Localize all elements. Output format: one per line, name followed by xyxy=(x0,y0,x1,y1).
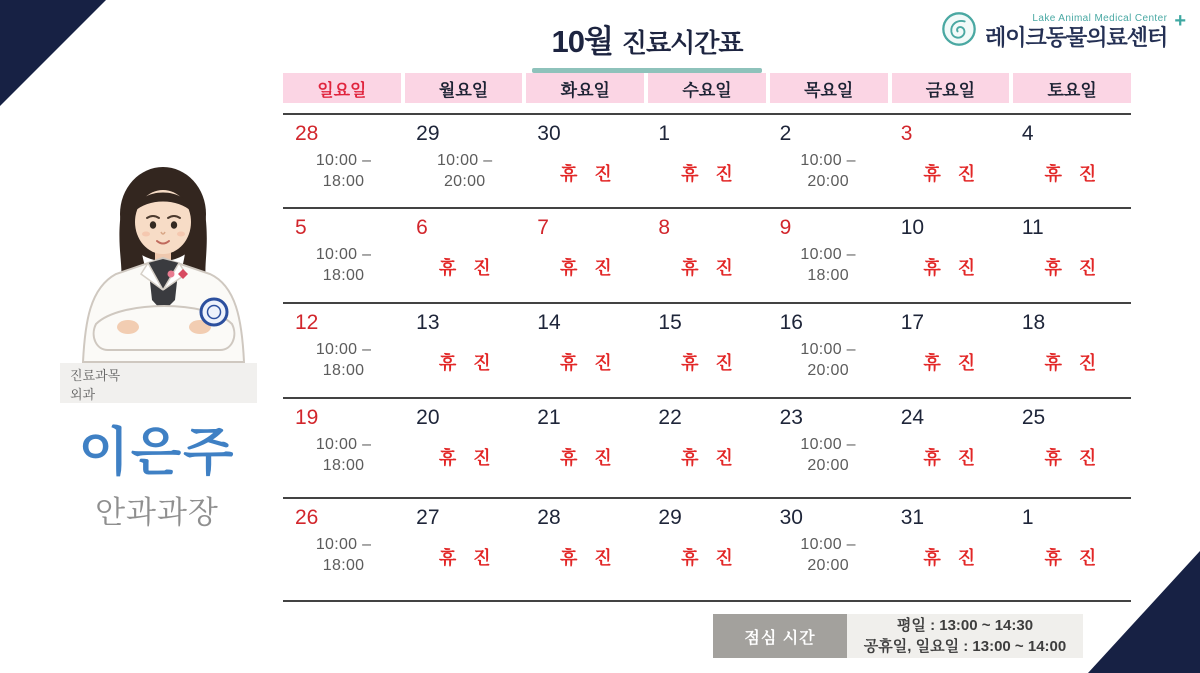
open-hours-line1: 10:00 – xyxy=(315,536,372,553)
closed-label: 휴 진 xyxy=(438,353,497,373)
closed-label: 휴 진 xyxy=(923,448,982,468)
doctor-name: 이은주 xyxy=(78,424,236,482)
closed-label: 휴 진 xyxy=(559,353,618,373)
open-hours xyxy=(283,244,404,286)
calendar-day-cell xyxy=(889,499,1010,600)
calendar-day-cell xyxy=(1010,115,1131,207)
date-number: 2 xyxy=(779,122,792,145)
calendar-week-row xyxy=(283,302,1131,397)
date-number: 25 xyxy=(1021,406,1046,429)
doctor-department-value: 외과 xyxy=(70,386,96,402)
calendar-day-cell xyxy=(646,115,767,207)
calendar-day-cell xyxy=(283,304,404,397)
calendar-day-cell xyxy=(646,209,767,302)
date-number: 13 xyxy=(416,311,440,334)
day-header-friday: 금요일 xyxy=(892,73,1010,103)
calendar-day-cell xyxy=(404,304,525,397)
open-hours-line1: 10:00 – xyxy=(315,341,372,358)
date-number: 3 xyxy=(900,122,913,145)
date-number: 11 xyxy=(1021,216,1044,239)
date-number: 26 xyxy=(295,506,319,529)
calendar-day-cell xyxy=(889,399,1010,497)
open-hours xyxy=(768,244,889,286)
doctor-position: 안과과장 xyxy=(95,495,219,530)
doctor-department-title: 진료과목 xyxy=(70,368,121,383)
open-hours xyxy=(283,339,404,381)
calendar-week-row xyxy=(283,397,1131,497)
closed-label: 휴 진 xyxy=(923,258,982,278)
day-header-tuesday: 화요일 xyxy=(526,73,644,103)
closed-label: 휴 진 xyxy=(1044,164,1103,184)
date-number: 30 xyxy=(537,122,561,145)
closed-label: 휴 진 xyxy=(559,548,618,568)
closed-label: 휴 진 xyxy=(923,164,982,184)
date-number: 21 xyxy=(537,406,561,429)
calendar-day-cell xyxy=(283,499,404,600)
day-header-thursday: 목요일 xyxy=(770,73,888,103)
calendar-day-cell xyxy=(525,209,646,302)
calendar-day-cell xyxy=(768,304,889,397)
title-month: 10월 xyxy=(551,24,613,59)
open-hours-line1: 10:00 – xyxy=(315,246,372,263)
lunch-time-weekday: 평일 : 13:00 ~ 14:30 xyxy=(896,617,1034,634)
date-number: 1 xyxy=(658,122,671,145)
lunch-time-holiday: 공휴일, 일요일 : 13:00 ~ 14:00 xyxy=(863,638,1067,655)
title-label: 진료시간표 xyxy=(621,28,743,58)
date-number: 22 xyxy=(658,406,682,429)
open-hours-line1: 10:00 – xyxy=(436,152,493,169)
open-hours-line1: 10:00 – xyxy=(800,246,856,263)
open-hours-line1: 10:00 – xyxy=(800,152,856,169)
date-number: 24 xyxy=(900,406,925,429)
clinic-logo xyxy=(940,10,1186,53)
closed-label: 휴 진 xyxy=(923,353,982,373)
open-hours xyxy=(283,534,404,576)
open-hours-line2: 18:00 xyxy=(322,457,365,475)
calendar-week-row xyxy=(283,207,1131,302)
day-header-saturday: 토요일 xyxy=(1013,73,1131,103)
calendar-day-cell xyxy=(404,499,525,600)
calendar-day-cell xyxy=(404,209,525,302)
open-hours-line2: 18:00 xyxy=(322,362,365,380)
open-hours-line2: 20:00 xyxy=(807,457,849,475)
open-hours-line2: 18:00 xyxy=(322,267,365,285)
date-number: 9 xyxy=(779,216,792,239)
day-header-sunday: 일요일 xyxy=(283,73,401,103)
open-hours-line2: 20:00 xyxy=(807,362,849,380)
calendar-day-cell xyxy=(283,115,404,207)
date-number: 17 xyxy=(900,311,925,334)
date-number: 30 xyxy=(779,506,803,529)
date-number: 5 xyxy=(295,216,307,239)
calendar-day-cell xyxy=(1010,499,1131,600)
calendar-day-cell xyxy=(1010,304,1131,397)
page-title xyxy=(447,16,847,73)
calendar-day-cell xyxy=(404,115,525,207)
open-hours-line1: 10:00 – xyxy=(315,152,372,169)
date-number: 29 xyxy=(416,122,440,145)
date-number: 27 xyxy=(416,506,440,529)
day-header-monday: 월요일 xyxy=(405,73,523,103)
doctor-department-box xyxy=(60,363,257,403)
calendar-day-cell xyxy=(404,399,525,497)
open-hours xyxy=(768,534,889,576)
date-number: 1 xyxy=(1021,506,1034,529)
calendar-day-cell xyxy=(646,499,767,600)
date-number: 23 xyxy=(779,406,803,429)
calendar-day-cell xyxy=(889,304,1010,397)
closed-label: 휴 진 xyxy=(681,353,739,373)
plus-icon: + xyxy=(1174,10,1186,32)
calendar-body xyxy=(283,113,1131,602)
date-number: 31 xyxy=(900,506,925,529)
date-number: 14 xyxy=(537,311,561,334)
date-number: 28 xyxy=(537,506,561,529)
date-number: 10 xyxy=(900,216,925,239)
closed-label: 휴 진 xyxy=(681,258,739,278)
date-number: 18 xyxy=(1021,311,1046,334)
calendar-day-cell xyxy=(646,304,767,397)
closed-label: 휴 진 xyxy=(1044,548,1103,568)
open-hours-line1: 10:00 – xyxy=(800,536,856,553)
date-number: 15 xyxy=(658,311,682,334)
clinic-logo-texts xyxy=(985,14,1167,49)
date-number: 19 xyxy=(295,406,319,429)
open-hours xyxy=(768,434,889,476)
calendar-day-cell xyxy=(768,115,889,207)
closed-label: 휴 진 xyxy=(559,164,618,184)
calendar-week-row xyxy=(283,497,1131,602)
closed-label: 휴 진 xyxy=(438,448,497,468)
calendar-day-cell xyxy=(525,399,646,497)
open-hours xyxy=(404,150,525,192)
open-hours xyxy=(283,150,404,192)
open-hours-line1: 10:00 – xyxy=(800,436,856,453)
open-hours xyxy=(768,339,889,381)
calendar-day-cell xyxy=(768,499,889,600)
date-number: 8 xyxy=(658,216,671,239)
calendar-day-cell xyxy=(889,115,1010,207)
calendar-day-cell xyxy=(1010,209,1131,302)
open-hours-line2: 20:00 xyxy=(807,173,849,191)
closed-label: 휴 진 xyxy=(681,548,739,568)
date-number: 4 xyxy=(1021,122,1034,145)
lunch-time-info xyxy=(847,614,1083,658)
closed-label: 휴 진 xyxy=(923,548,982,568)
date-number: 7 xyxy=(537,216,549,239)
date-number: 16 xyxy=(779,311,803,334)
calendar-week-row xyxy=(283,113,1131,207)
calendar-day-cell xyxy=(283,399,404,497)
date-number: 12 xyxy=(295,311,319,334)
calendar-day-cell xyxy=(283,209,404,302)
calendar-day-cell xyxy=(768,399,889,497)
doctor-portrait-illustration xyxy=(58,162,270,363)
closed-label: 휴 진 xyxy=(681,164,739,184)
closed-label: 휴 진 xyxy=(559,258,618,278)
date-number: 28 xyxy=(295,122,319,145)
date-number: 29 xyxy=(658,506,682,529)
calendar-day-cell xyxy=(646,399,767,497)
clinic-logo-icon xyxy=(940,10,978,53)
calendar-day-cell xyxy=(525,304,646,397)
open-hours-line2: 20:00 xyxy=(807,557,849,575)
calendar-day-cell xyxy=(889,209,1010,302)
clinic-tagline: Lake Animal Medical Center xyxy=(1032,13,1168,24)
day-header-wednesday: 수요일 xyxy=(648,73,766,103)
lunch-time-label: 점심 시간 xyxy=(713,614,847,658)
closed-label: 휴 진 xyxy=(681,448,739,468)
date-number: 20 xyxy=(416,406,440,429)
calendar-day-cell xyxy=(525,499,646,600)
closed-label: 휴 진 xyxy=(438,258,497,278)
closed-label: 휴 진 xyxy=(1044,448,1103,468)
date-number: 6 xyxy=(416,216,428,239)
closed-label: 휴 진 xyxy=(438,548,497,568)
closed-label: 휴 진 xyxy=(559,448,618,468)
closed-label: 휴 진 xyxy=(1044,258,1103,278)
open-hours xyxy=(768,150,889,192)
calendar-day-cell xyxy=(768,209,889,302)
open-hours-line2: 18:00 xyxy=(322,173,365,191)
calendar-day-cell xyxy=(525,115,646,207)
corner-triangle-top-left xyxy=(0,0,106,106)
open-hours-line2: 18:00 xyxy=(807,267,849,285)
clinic-name: 레이크동물의료센터 xyxy=(985,25,1168,50)
open-hours xyxy=(283,434,404,476)
open-hours-line1: 10:00 – xyxy=(800,341,856,358)
calendar-day-cell xyxy=(1010,399,1131,497)
calendar-day-header-row xyxy=(283,73,1131,103)
open-hours-line2: 18:00 xyxy=(322,557,365,575)
open-hours-line1: 10:00 – xyxy=(315,436,372,453)
closed-label: 휴 진 xyxy=(1044,353,1103,373)
open-hours-line2: 20:00 xyxy=(443,173,486,191)
